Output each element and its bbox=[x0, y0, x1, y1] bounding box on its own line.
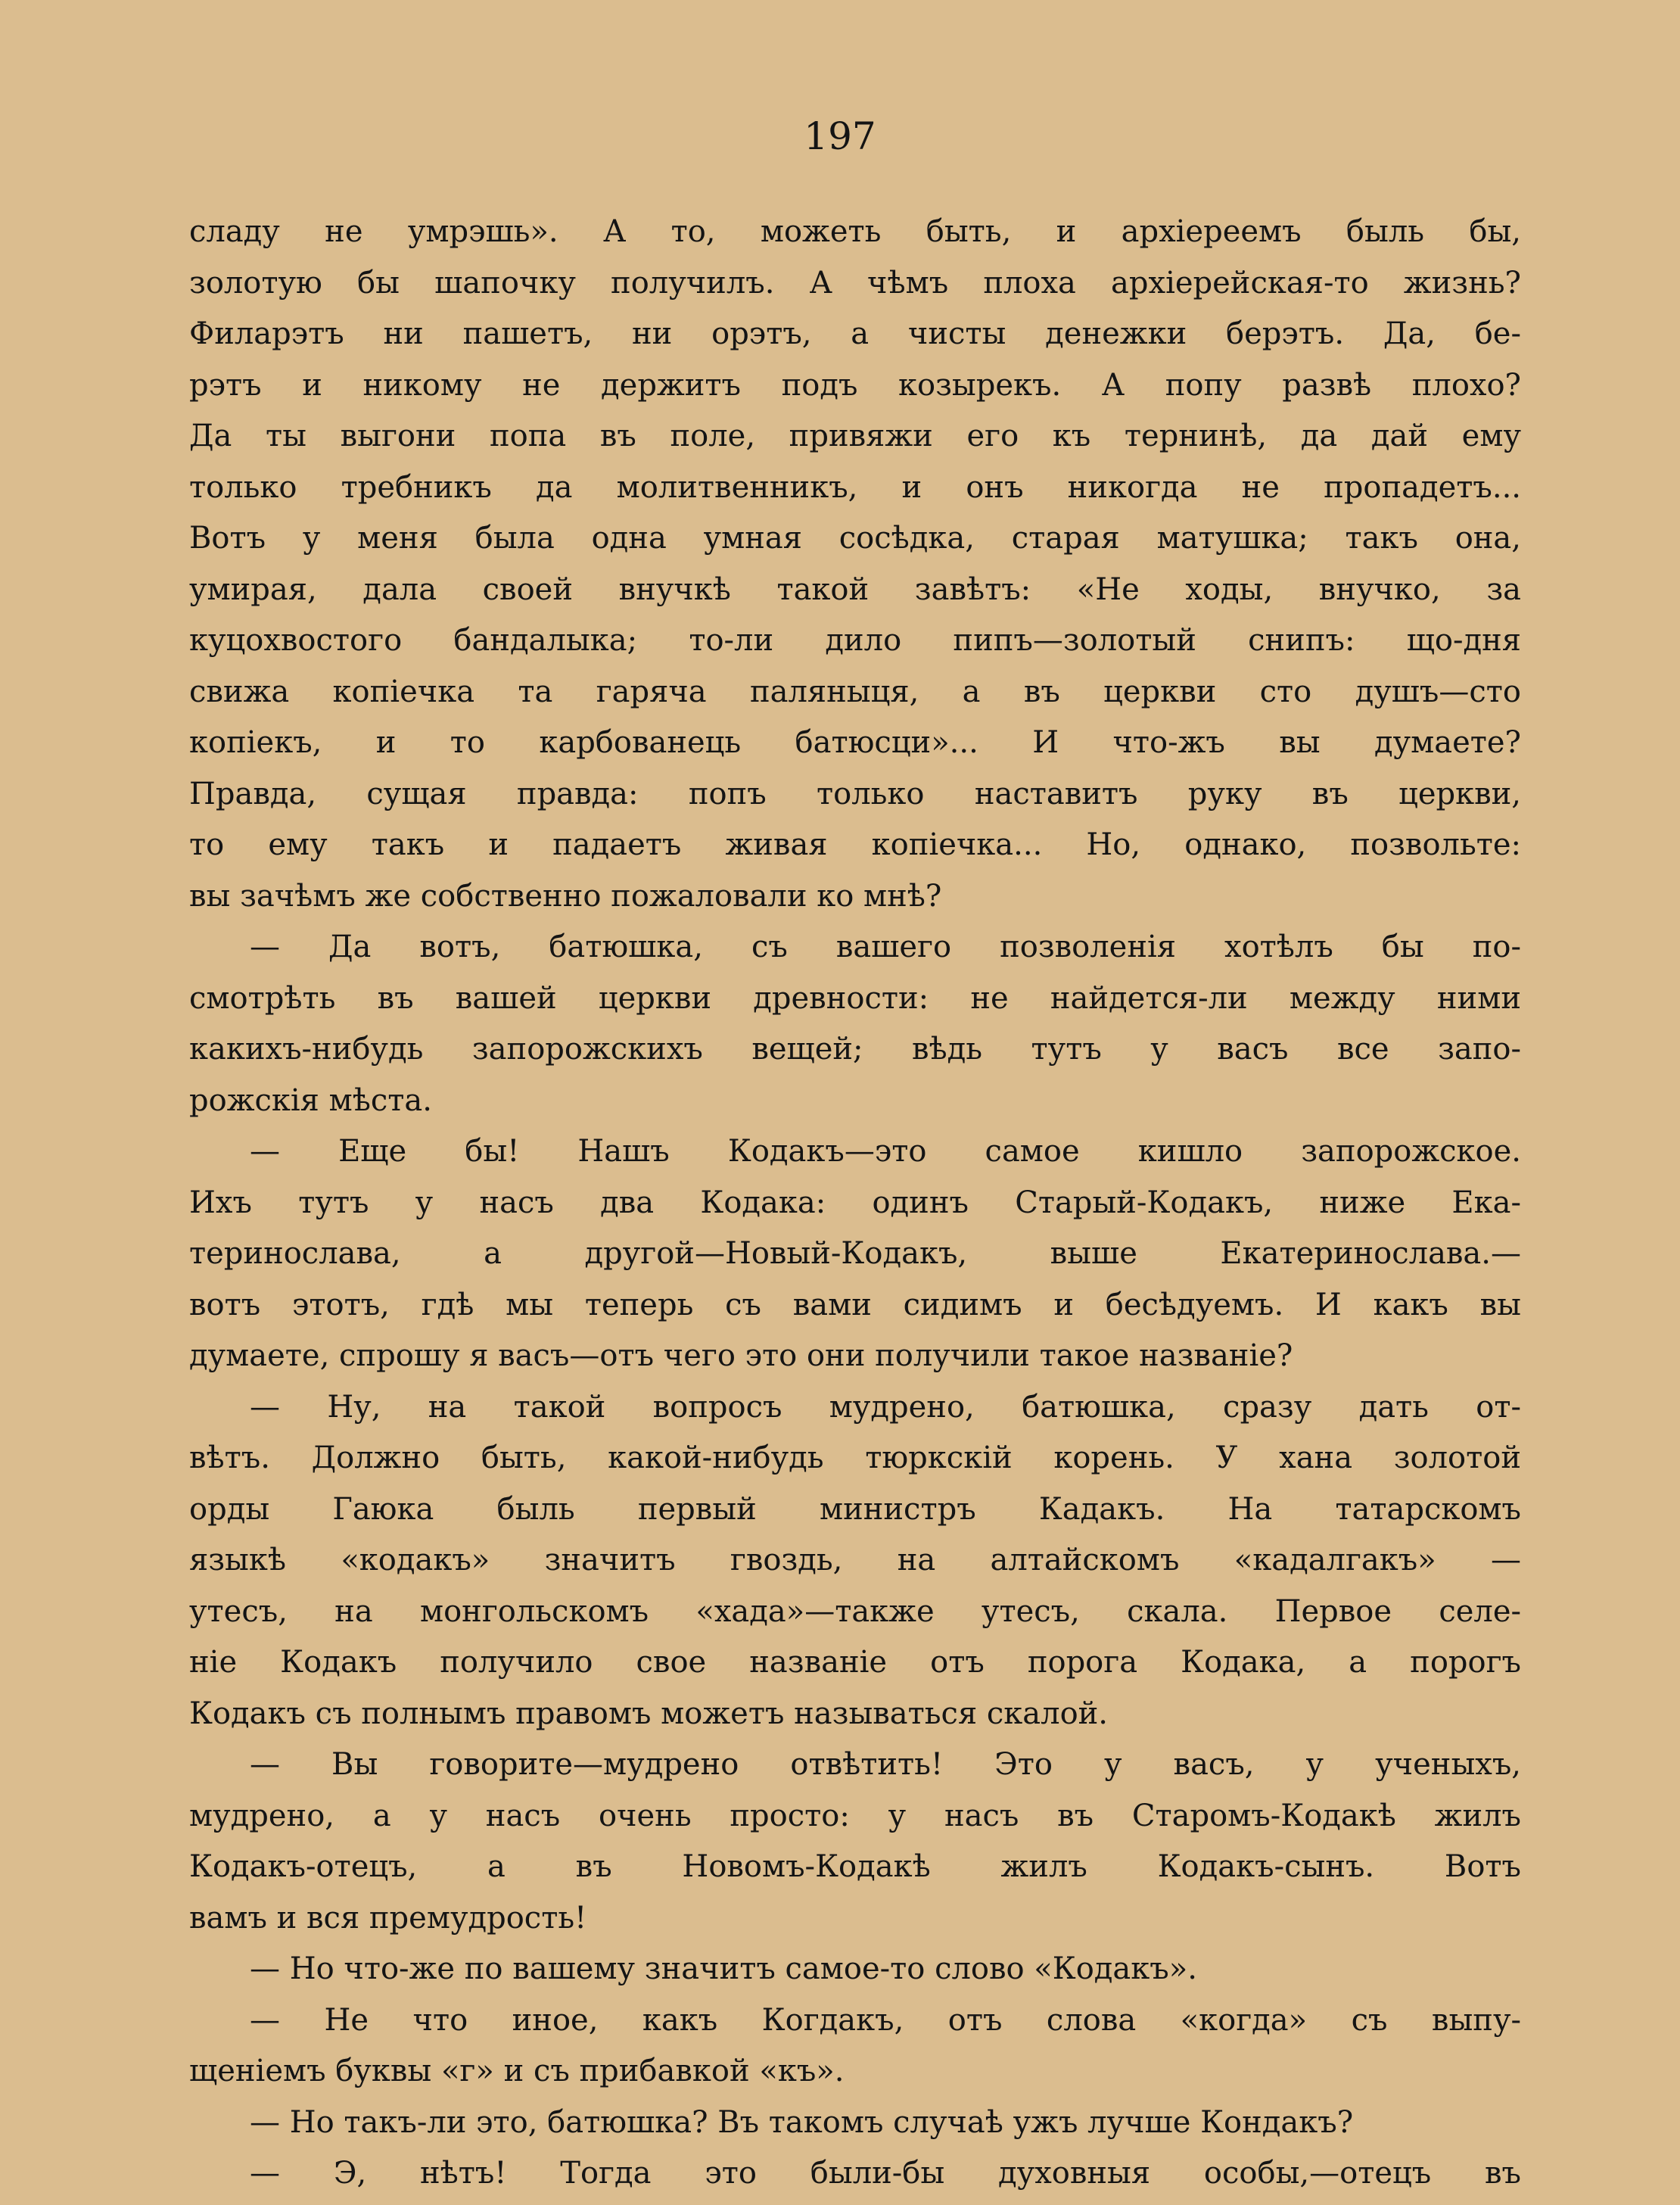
text-line: Вотъ у меня была одна умная сосѣдка, старая матушка; такъ она, bbox=[189, 521, 1521, 556]
text-line: Кодакъ съ полнымъ правомъ можетъ называться скалой. bbox=[189, 1696, 1109, 1731]
body-text bbox=[189, 207, 1521, 2200]
text-line: Филарэтъ ни пашетъ, ни орэтъ, а чисты денежки берэтъ. Да, бе- bbox=[189, 316, 1521, 351]
text-line: то ему такъ и падаетъ живая копiечка... Но, однако, позвольте: bbox=[189, 827, 1521, 862]
text-line: Ихъ тутъ у насъ два Кодака: одинъ Старый-Кодакъ, ниже Ека- bbox=[189, 1185, 1521, 1220]
text-line: рэтъ и никому не держитъ подъ козырекъ. А попу развѣ плохо? bbox=[189, 367, 1521, 403]
text-line: Правда, сущая правда: попъ только наставитъ руку въ церкви, bbox=[189, 776, 1521, 811]
text-line: думаете, спрошу я васъ—отъ чего это они получили такое названiе? bbox=[189, 1338, 1293, 1373]
text-line: мудрено, а у насъ очень просто: у насъ въ Старомъ-Кодакѣ жилъ bbox=[189, 1798, 1521, 1833]
text-line: — Вы говорите—мудрено отвѣтить! Это у васъ, у ученыхъ, bbox=[250, 1747, 1521, 1782]
text-line: — Но такъ-ли это, батюшка? Въ такомъ случаѣ ужъ лучше Кондакъ? bbox=[250, 2104, 1354, 2140]
text-line: — Не что иное, какъ Когдакъ, отъ слова «когда» съ выпу- bbox=[250, 2002, 1521, 2038]
text-line: умирая, дала своей внучкѣ такой завѣтъ: «Не ходы, внучко, за bbox=[189, 571, 1521, 607]
text-line: орды Гаюка быль первый министръ Кадакъ. На татарскомъ bbox=[189, 1491, 1521, 1527]
text-line: — Еще бы! Нашъ Кодакъ—это самое кишло запорожское. bbox=[250, 1134, 1521, 1169]
text-line: щенiемъ буквы «г» и съ прибавкой «къ». bbox=[189, 2054, 845, 2088]
text-line: смотрѣть въ вашей церкви древности: не найдется-ли между ними bbox=[189, 980, 1521, 1016]
text-line: вѣтъ. Должно быть, какой-нибудь тюркскiй корень. У хана золотой bbox=[189, 1440, 1521, 1475]
text-line: свижа копiечка та гаряча паляныця, а въ церкви сто душъ—сто bbox=[189, 674, 1521, 709]
text-line: утесъ, на монгольскомъ «хада»—также утесъ, скала. Первое селе- bbox=[189, 1593, 1521, 1629]
text-line: вотъ этотъ, гдѣ мы теперь съ вами сидимъ и бесѣдуемъ. И какъ вы bbox=[189, 1287, 1521, 1322]
page-number: 197 bbox=[804, 114, 876, 158]
text-line: золотую бы шапочку получилъ. А чѣмъ плоха архіерейская-то жизнь? bbox=[189, 265, 1521, 301]
text-line: — Э, нѣтъ! Тогда это были-бы духовныя особы,—отецъ въ bbox=[250, 2156, 1521, 2191]
text-line: — Да вотъ, батюшка, съ вашего позволенiя хотѣлъ бы по- bbox=[250, 930, 1521, 964]
text-line: куцохвостого бандалыка; то-ли дило пипъ—золотый снипъ: що-дня bbox=[189, 623, 1521, 658]
text-line: Да ты выгони попа въ поле, привяжи его къ тернинѣ, да дай ему bbox=[189, 419, 1521, 453]
text-line: сладу не умрэшь». А то, можеть быть, и архіереемъ быль бы, bbox=[189, 214, 1521, 249]
text-line: теринослава, а другой—Новый-Кодакъ, выше Екатеринослава.— bbox=[189, 1236, 1521, 1271]
text-line: нiе Кодакъ получило свое названiе отъ порога Кодака, а порогъ bbox=[189, 1645, 1521, 1680]
text-line: — Ну, на такой вопросъ мудрено, батюшка, сразу дать от- bbox=[250, 1389, 1521, 1425]
text-line: копiекъ, и то карбованець батюсци»... И что-жъ вы думаете? bbox=[189, 725, 1521, 760]
text-line: Кодакъ-отецъ, а въ Новомъ-Кодакѣ жилъ Кодакъ-сынъ. Вотъ bbox=[189, 1849, 1521, 1884]
text-line: какихъ-нибудь запорожскихъ вещей; вѣдь тутъ у васъ все запо- bbox=[189, 1032, 1521, 1067]
text-line: только требникъ да молитвенникъ, и онъ никогда не пропадетъ... bbox=[189, 469, 1521, 505]
text-line: вамъ и вся премудрость! bbox=[189, 1900, 587, 1936]
text-line: рожскiя мѣста. bbox=[189, 1082, 432, 1118]
text-line: языкѣ «кодакъ» значитъ гвоздь, на алтайскомъ «кадалгакъ» — bbox=[189, 1543, 1521, 1577]
text-line: вы зачѣмъ же собственно пожаловали ко мнѣ? bbox=[189, 878, 942, 914]
text-line: — Но что-же по вашему значитъ самое-то слово «Кодакъ». bbox=[250, 1951, 1197, 1986]
